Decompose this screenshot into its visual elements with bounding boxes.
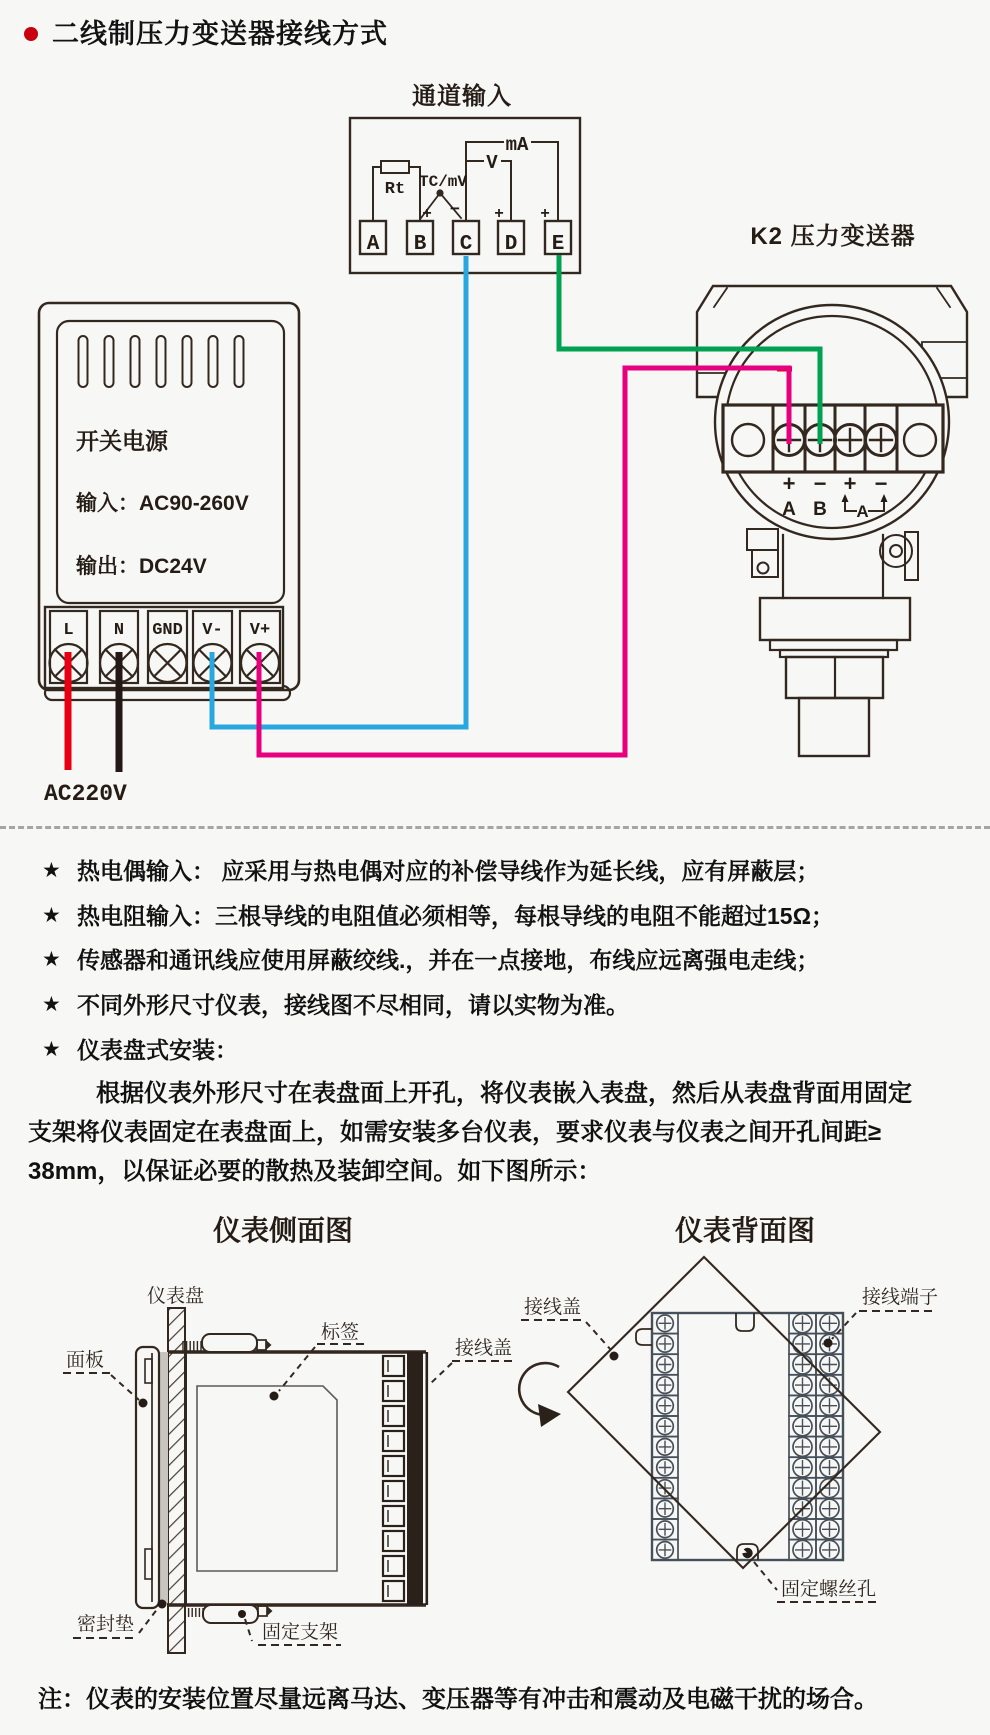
instrument-case	[168, 1352, 428, 1605]
paragraph-line: 根据仪表外形尺寸在表盘面上开孔，将仪表嵌入表盘，然后从表盘背面用固定	[96, 1080, 912, 1107]
terminal-e: E	[551, 233, 565, 256]
psu-term-n: N	[113, 621, 125, 640]
back-view-diagram	[519, 1257, 939, 1602]
terminal-cover-bar	[407, 1352, 423, 1605]
star-icon: ★	[42, 948, 61, 972]
vent-slots	[79, 336, 244, 387]
gasket-label: 密封垫	[77, 1614, 135, 1635]
pressure-transmitter	[697, 286, 967, 756]
psu-input: 输入：AC90-260V	[76, 492, 249, 515]
tag-label: 标签	[321, 1322, 360, 1343]
label-area	[197, 1386, 337, 1571]
wire-vplus-magenta	[259, 368, 789, 755]
mains-label: AC220V	[44, 781, 127, 807]
footer-note: 注：仪表的安装位置尽量远离马达、变压器等有冲击和震动及电磁干扰的场合。	[38, 1686, 878, 1713]
plus-d: +	[494, 205, 504, 222]
installation-diagrams	[0, 1205, 990, 1665]
note-text: 传感器和通讯线应使用屏蔽绞线.，并在一点接地，布线应远离强电走线；	[77, 947, 820, 974]
tx-plus-2: +	[843, 471, 857, 496]
note-shielding	[42, 945, 972, 977]
back-view-title: 仪表背面图	[674, 1216, 816, 1247]
panel-board-label: 仪表盘	[147, 1286, 205, 1307]
psu-term-gnd: GND	[152, 621, 183, 640]
psu-term-l: L	[63, 621, 74, 640]
star-icon: ★	[42, 903, 61, 927]
note-rtd	[42, 901, 972, 933]
side-view-diagram	[63, 1308, 517, 1653]
back-cover-label: 接线盖	[524, 1297, 582, 1318]
back-view-leaders	[521, 1311, 936, 1602]
tx-b: B	[813, 499, 827, 520]
side-view-title: 仪表侧面图	[212, 1216, 354, 1247]
psu-output: 输出：DC24V	[76, 555, 207, 578]
note-text: 仪表盘式安装：	[77, 1036, 238, 1063]
notes-list	[42, 856, 972, 1080]
panel-board	[168, 1308, 185, 1653]
rotation-arrow-icon	[519, 1363, 561, 1427]
psu-term-vplus: V+	[249, 621, 271, 640]
screw-hole-label: 固定螺丝孔	[781, 1579, 877, 1600]
paragraph-line: 支架将仪表固定在表盘面上，如需安装多台仪表，要求仪表与仪表之间开孔间距≥	[28, 1119, 882, 1146]
plus-e: +	[540, 205, 550, 222]
terminal-block-label: 接线端子	[862, 1287, 939, 1308]
back-terminal-rows	[652, 1313, 843, 1560]
note-dimensions	[42, 990, 972, 1022]
front-panel-label: 面板	[66, 1350, 105, 1371]
terminal-d: D	[504, 233, 518, 256]
tc-mv-label: TC/mV	[418, 173, 468, 191]
top-bracket	[183, 1334, 272, 1352]
tx-a: A	[782, 499, 796, 520]
dashed-divider	[0, 826, 990, 829]
note-text: 热电阻输入：三根导线的电阻值必须相等，每根导线的电阻不能超过15Ω；	[77, 902, 835, 929]
install-paragraph	[28, 1074, 966, 1191]
terminal-b: B	[413, 233, 427, 256]
top-tab	[736, 1313, 754, 1331]
psu-term-vminus: V-	[202, 621, 223, 640]
side-view-leaders	[63, 1344, 517, 1645]
terminal-c: C	[459, 233, 473, 256]
tx-loop-a: A	[856, 502, 869, 521]
bottom-bracket	[185, 1605, 273, 1623]
tx-minus-b: −	[813, 471, 827, 496]
star-icon: ★	[42, 1037, 61, 1061]
star-icon: ★	[42, 993, 61, 1017]
plus-b: +	[422, 205, 432, 222]
bracket-label: 固定支架	[262, 1622, 339, 1643]
tx-minus-2: −	[874, 471, 888, 496]
star-icon: ★	[42, 859, 61, 882]
rear-terminal-ladder	[383, 1356, 404, 1601]
note-text: 热电偶输入： 应采用与热电偶对应的补偿导线作为延长线，应有屏蔽层；	[77, 858, 820, 884]
transmitter-terminal-strip	[723, 405, 943, 472]
v-label: V	[486, 152, 498, 174]
channel-input-title: 通道输入	[412, 83, 512, 110]
paragraph-line: 38mm，以保证必要的散热及装卸空间。如下图所示：	[28, 1158, 602, 1185]
side-cover-label: 接线盖	[455, 1338, 513, 1359]
minus-c: −	[450, 199, 460, 218]
gasket	[160, 1352, 168, 1603]
transmitter-title: K2 压力变送器	[750, 223, 916, 250]
left-tab	[636, 1329, 652, 1345]
bullet-dot-icon	[24, 27, 38, 41]
note-thermocouple	[42, 856, 972, 888]
wiring-diagram	[0, 60, 990, 830]
note-text: 不同外形尺寸仪表，接线图不尽相同，请以实物为准。	[77, 992, 629, 1019]
note-panel-mount-heading	[42, 1035, 972, 1067]
psu-name: 开关电源	[76, 428, 168, 454]
front-panel	[136, 1347, 159, 1608]
rt-label: Rt	[384, 180, 406, 199]
page-title: 二线制压力变送器接线方式	[52, 19, 388, 49]
ma-label: mA	[505, 134, 529, 156]
tx-plus-a: +	[782, 471, 796, 496]
terminal-a: A	[366, 233, 380, 256]
